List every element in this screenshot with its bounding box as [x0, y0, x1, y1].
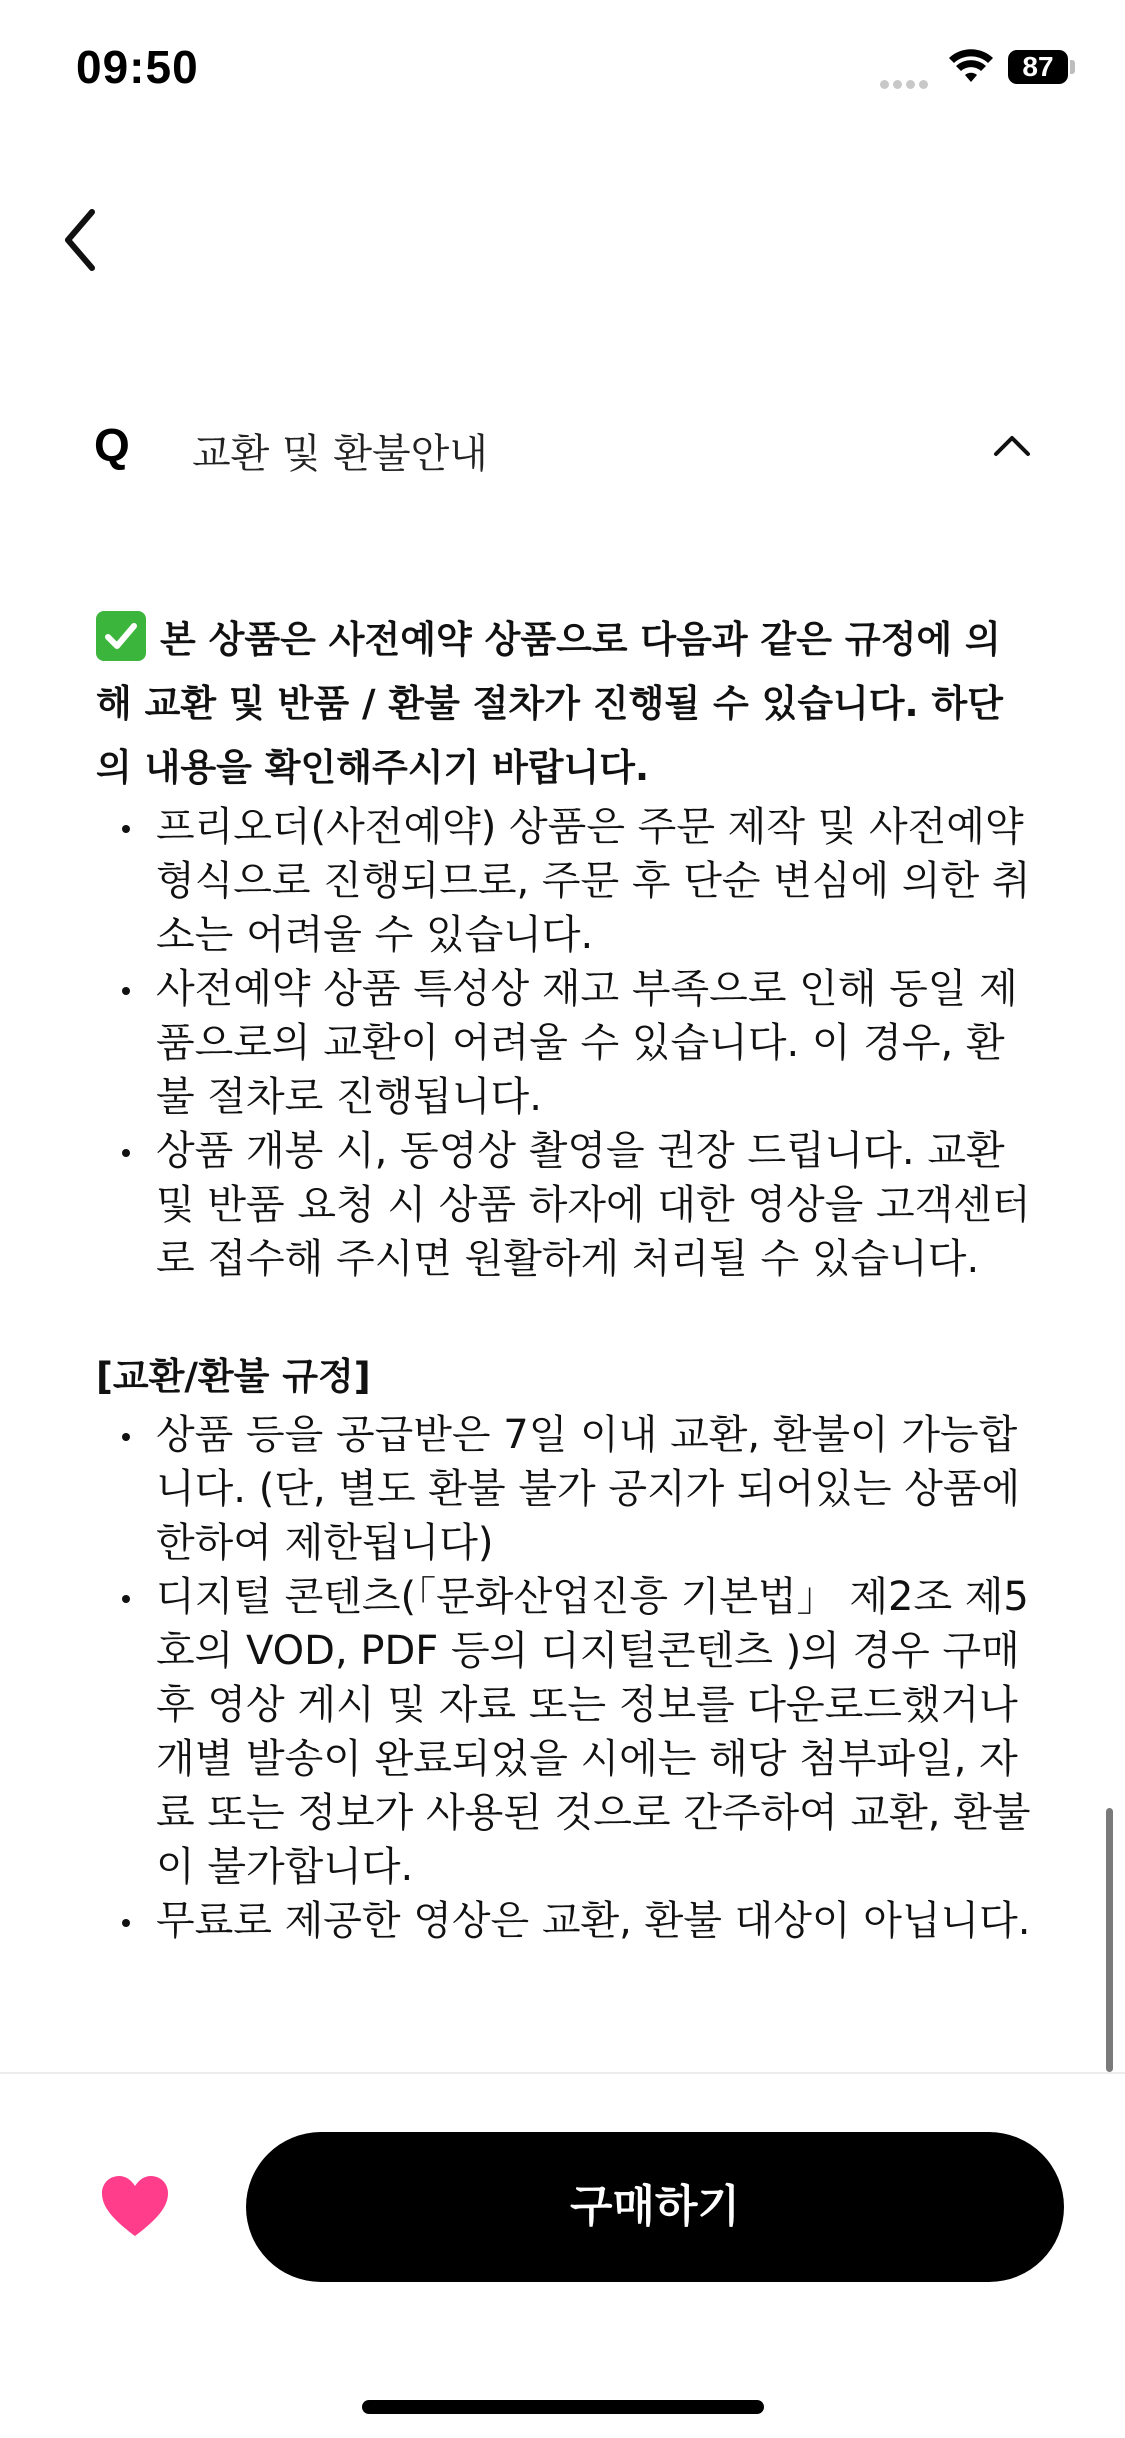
- notice-bullet-list: [96, 800, 1036, 1286]
- check-icon: [96, 611, 146, 661]
- home-indicator: [362, 2400, 764, 2414]
- list-item: 프리오더(사전예약) 상품은 주문 제작 및 사전예약 형식으로 진행되므로, 주문 후 단순 변심에 의한 취소는 어려울 수 있습니다.: [96, 800, 1036, 962]
- list-item: 상품 등을 공급받은 7일 이내 교환, 환불이 가능합니다. (단, 별도 환불 불가 공지가 되어있는 상품에 한하여 제한됩니다): [96, 1408, 1036, 1570]
- faq-q-label: Q: [94, 419, 130, 471]
- heart-icon[interactable]: [100, 2174, 170, 2240]
- faq-answer-content: [96, 608, 1036, 2072]
- bottom-action-bar: [0, 2072, 1125, 2438]
- scroll-indicator[interactable]: [1106, 1808, 1113, 2072]
- battery-icon: [1008, 50, 1068, 84]
- list-item: 디지털 콘텐츠(「문화산업진흥 기본법」 제2조 제5호의 VOD, PDF 등의 디지털콘텐츠 )의 경우 구매 후 영상 게시 및 자료 또는 정보를 다운로드했거나 개별 발송이 완료되었을 시에는 해당 첨부파일, 자료 또는 정보가 사용된 것으로 간주하여 교환, 환불이 불가합니다.: [96, 1570, 1036, 1894]
- list-item: 상품 개봉 시, 동영상 촬영을 권장 드립니다. 교환 및 반품 요청 시 상품 하자에 대한 영상을 고객센터로 접수해 주시면 원활하게 처리될 수 있습니다.: [96, 1124, 1036, 1286]
- list-item: 무료로 제공한 영상은 교환, 환불 대상이 아닙니다.: [96, 1894, 1036, 1948]
- notice-text: 본 상품은 사전예약 상품으로 다음과 같은 규정에 의해 교환 및 반품 / 환불 절차가 진행될 수 있습니다. 하단의 내용을 확인해주시기 바랍니다.: [96, 618, 1003, 789]
- status-time: 09:50: [76, 41, 199, 93]
- chevron-up-icon[interactable]: [990, 426, 1034, 466]
- policy-bullet-list: [96, 1408, 1036, 1948]
- battery-level: 87: [1022, 51, 1054, 82]
- faq-header[interactable]: [0, 400, 1125, 500]
- buy-button[interactable]: 구매하기: [246, 2132, 1064, 2282]
- faq-title: 교환 및 환불안내: [192, 431, 488, 477]
- status-bar: [0, 0, 1125, 140]
- list-item: 사전예약 상품 특성상 재고 부족으로 인해 동일 제품으로의 교환이 어려울 수 있습니다. 이 경우, 환불 절차로 진행됩니다.: [96, 962, 1036, 1124]
- notice-paragraph: [96, 608, 1036, 800]
- policy-title: [교환/환불 규정]: [96, 1355, 371, 1398]
- back-chevron-icon[interactable]: [50, 200, 120, 280]
- cellular-signal-icon: [880, 74, 936, 84]
- battery-tip: [1070, 60, 1075, 74]
- wifi-icon: [948, 48, 994, 84]
